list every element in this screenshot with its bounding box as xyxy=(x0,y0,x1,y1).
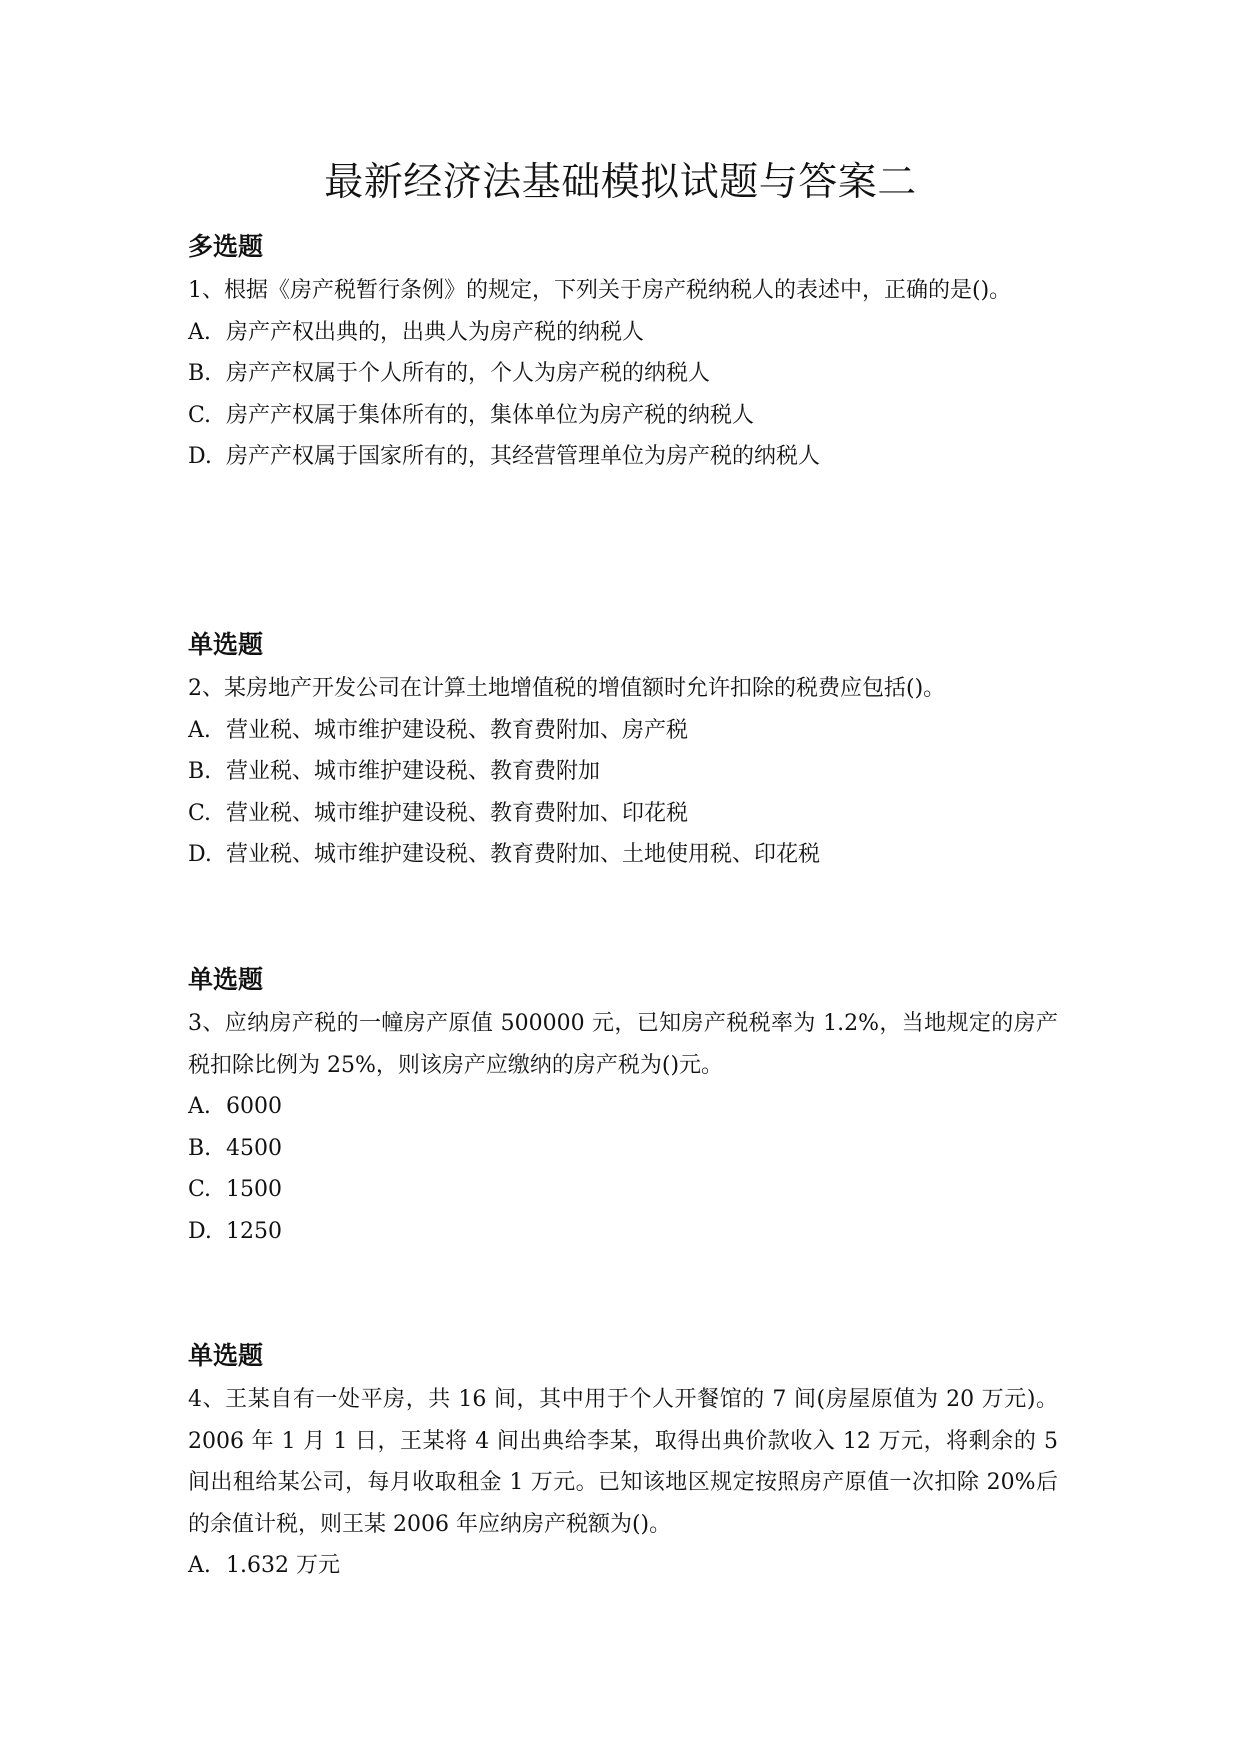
option-letter: B. xyxy=(188,361,212,386)
option-d xyxy=(188,1211,1058,1253)
option-a xyxy=(188,1086,1058,1128)
option-c xyxy=(188,793,1058,835)
question-type-label: 单选题 xyxy=(188,965,264,994)
option-a xyxy=(188,1545,1058,1587)
option-text: 4500 xyxy=(226,1135,282,1161)
option-text: 房产产权属于个人所有的，个人为房产税的纳税人 xyxy=(226,361,711,386)
option-text: 1500 xyxy=(226,1177,282,1202)
option-d xyxy=(188,436,1058,478)
option-letter: D. xyxy=(188,1218,212,1244)
option-letter: D. xyxy=(188,444,212,469)
option-c xyxy=(188,395,1058,437)
question-stem: 1、根据《房产税暂行条例》的规定，下列关于房产税纳税人的表述中，正确的是()。 xyxy=(188,278,1012,303)
option-b xyxy=(188,353,1058,395)
question-type-label: 多选题 xyxy=(188,232,264,261)
option-text: 营业税、城市维护建设税、教育费附加、土地使用税、印花税 xyxy=(226,842,821,867)
option-letter: A. xyxy=(188,1553,211,1578)
option-text: 营业税、城市维护建设税、教育费附加、房产税 xyxy=(226,717,689,743)
question-stem: 2、某房地产开发公司在计算土地增值税的增值额时允许扣除的税费应包括()。 xyxy=(188,676,946,701)
option-text: 6000 xyxy=(226,1094,282,1119)
option-text: 营业税、城市维护建设税、教育费附加 xyxy=(226,759,601,784)
question-4 xyxy=(188,1339,1058,1587)
question-stem: 3、应纳房产税的一幢房产原值 500000 元，已知房产税税率为 1.2%，当地规定的房产税扣除比例为 25%，则该房产应缴纳的房产税为()元。 xyxy=(188,1011,1058,1078)
option-letter: B. xyxy=(188,759,212,784)
option-list xyxy=(188,312,1058,478)
question-1 xyxy=(188,230,1058,478)
question-3 xyxy=(188,963,1058,1252)
option-text: 房产产权属于国家所有的，其经营管理单位为房产税的纳税人 xyxy=(226,444,821,469)
question-stem: 4、王某自有一处平房，共 16 间，其中用于个人开餐馆的 7 间(房屋原值为 20 万元)。2006 年 1 月 1 日，王某将 4 间出典给李某，取得出典价款收入 12 万元，将剩余的 5 间出租给某公司，每月收取租金 1 万元。已知该地区规定按照房产原值一次扣除 20%后的余值计税，则王某 2006 年应纳房产税额为()。 xyxy=(188,1387,1058,1537)
option-c xyxy=(188,1169,1058,1211)
option-letter: C. xyxy=(188,800,212,826)
question-type-label: 单选题 xyxy=(188,1341,264,1370)
option-letter: A. xyxy=(188,717,211,743)
option-list xyxy=(188,1545,1058,1587)
option-text: 1.632 万元 xyxy=(226,1553,340,1578)
option-text: 1250 xyxy=(226,1218,282,1244)
option-letter: B. xyxy=(188,1135,212,1161)
option-letter: C. xyxy=(188,1177,212,1202)
option-list xyxy=(188,1086,1058,1252)
option-list xyxy=(188,710,1058,876)
option-b xyxy=(188,1128,1058,1170)
option-text: 房产产权属于集体所有的，集体单位为房产税的纳税人 xyxy=(226,402,755,428)
option-b xyxy=(188,751,1058,793)
option-letter: A. xyxy=(188,1094,211,1119)
option-letter: D. xyxy=(188,842,212,867)
option-text: 房产产权出典的，出典人为房产税的纳税人 xyxy=(226,319,645,345)
option-a xyxy=(188,312,1058,354)
option-d xyxy=(188,834,1058,876)
question-type-label: 单选题 xyxy=(188,630,264,659)
question-2 xyxy=(188,628,1058,876)
option-letter: A. xyxy=(188,319,211,345)
option-a xyxy=(188,710,1058,752)
document-title: 最新经济法基础模拟试题与答案二 xyxy=(324,160,917,205)
option-letter: C. xyxy=(188,402,212,428)
option-text: 营业税、城市维护建设税、教育费附加、印花税 xyxy=(226,800,689,826)
